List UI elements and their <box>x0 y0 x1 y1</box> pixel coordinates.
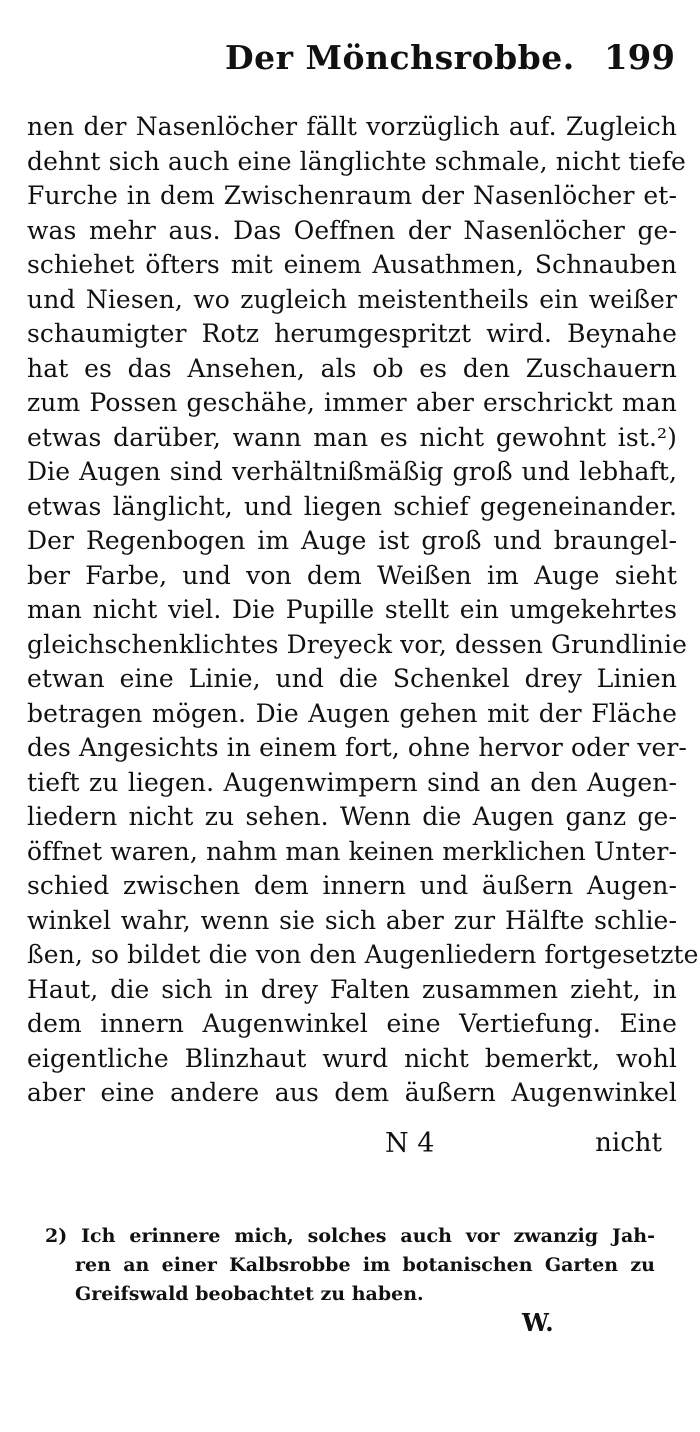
text-line: Furche in dem Zwischenraum der Nasenlöcher et- <box>27 181 677 210</box>
page-number: 199 <box>604 38 675 78</box>
text-line: und Niesen, wo zugleich meistentheils ein weißer <box>27 284 677 314</box>
text-line: was mehr aus. Das Oeffnen der Nasenlöcher ge- <box>27 215 677 245</box>
text-line: dem innern Augenwinkel eine Vertiefung. Eine <box>27 1009 677 1038</box>
text-line: ber Farbe, und von dem Weißen im Auge sieht <box>27 560 677 590</box>
text-line: etwas länglicht, und liegen schief gegeneinander. <box>27 491 677 521</box>
text-line: hat es das Ansehen, als ob es den Zuschauern <box>27 353 677 383</box>
text-line: des Angesichts in einem fort, ohne hervor oder ver- <box>27 733 687 762</box>
text-line: eigentliche Blinzhaut wurd nicht bemerkt, wohl <box>27 1043 677 1073</box>
text-line: etwan eine Linie, und die Schenkel drey Linien <box>27 664 677 693</box>
text-line: Der Regenbogen im Auge ist groß und braungel- <box>27 526 677 555</box>
running-head <box>0 30 700 80</box>
text-line: schaumigter Rotz herumgespritzt wird. Beynahe <box>27 319 677 348</box>
text-line: öffnet waren, nahm man keinen merklichen Unter- <box>27 836 677 866</box>
text-line: tieft zu liegen. Augenwimpern sind an den Augen- <box>27 767 677 797</box>
footnote-line: 2) Ich erinnere mich, solches auch vor zwanzig Jah- <box>45 1225 655 1247</box>
footnote-author-sign: W. <box>522 1308 554 1337</box>
text-line: schied zwischen dem innern und äußern Augen- <box>27 871 677 900</box>
text-line: man nicht viel. Die Pupille stellt ein umgekehrtes <box>27 595 677 624</box>
text-line: Die Augen sind verhältnißmäßig groß und lebhaft, <box>27 457 677 486</box>
body-text <box>27 110 699 1111</box>
footnote <box>45 1222 655 1309</box>
text-line: nen der Nasenlöcher fällt vorzüglich auf. Zugleich <box>27 112 677 141</box>
catchword: nicht <box>595 1128 662 1158</box>
text-line: etwas darüber, wann man es nicht gewohnt ist.²) <box>27 422 677 452</box>
signature-mark: N 4 <box>385 1128 435 1159</box>
signature-row <box>0 1128 700 1168</box>
text-line: betragen mögen. Die Augen gehen mit der Fläche <box>27 698 677 728</box>
text-line: ßen, so bildet die von den Augenliedern fortgesetzte <box>27 940 699 969</box>
footnote-line: ren an einer Kalbsrobbe im botanischen Garten zu <box>75 1254 655 1276</box>
text-line: schiehet öfters mit einem Ausathmen, Schnauben <box>27 250 677 279</box>
text-line: aber eine andere aus dem äußern Augenwinkel <box>27 1078 677 1107</box>
text-line: gleichschenklichtes Dreyeck vor, dessen Grundlinie <box>27 629 687 659</box>
text-line: dehnt sich auch eine länglichte schmale, nicht tiefe <box>27 146 686 176</box>
text-line: liedern nicht zu sehen. Wenn die Augen ganz ge- <box>27 802 677 831</box>
text-line: zum Possen geschähe, immer aber erschrickt man <box>27 388 677 417</box>
text-line: Haut, die sich in drey Falten zusammen zieht, in <box>27 974 677 1004</box>
running-title: Der Mönchsrobbe. <box>225 38 575 77</box>
text-line: winkel wahr, wenn sie sich aber zur Hälfte schlie- <box>27 905 677 935</box>
footnote-line: Greifswald beobachtet zu haben. <box>75 1283 424 1305</box>
